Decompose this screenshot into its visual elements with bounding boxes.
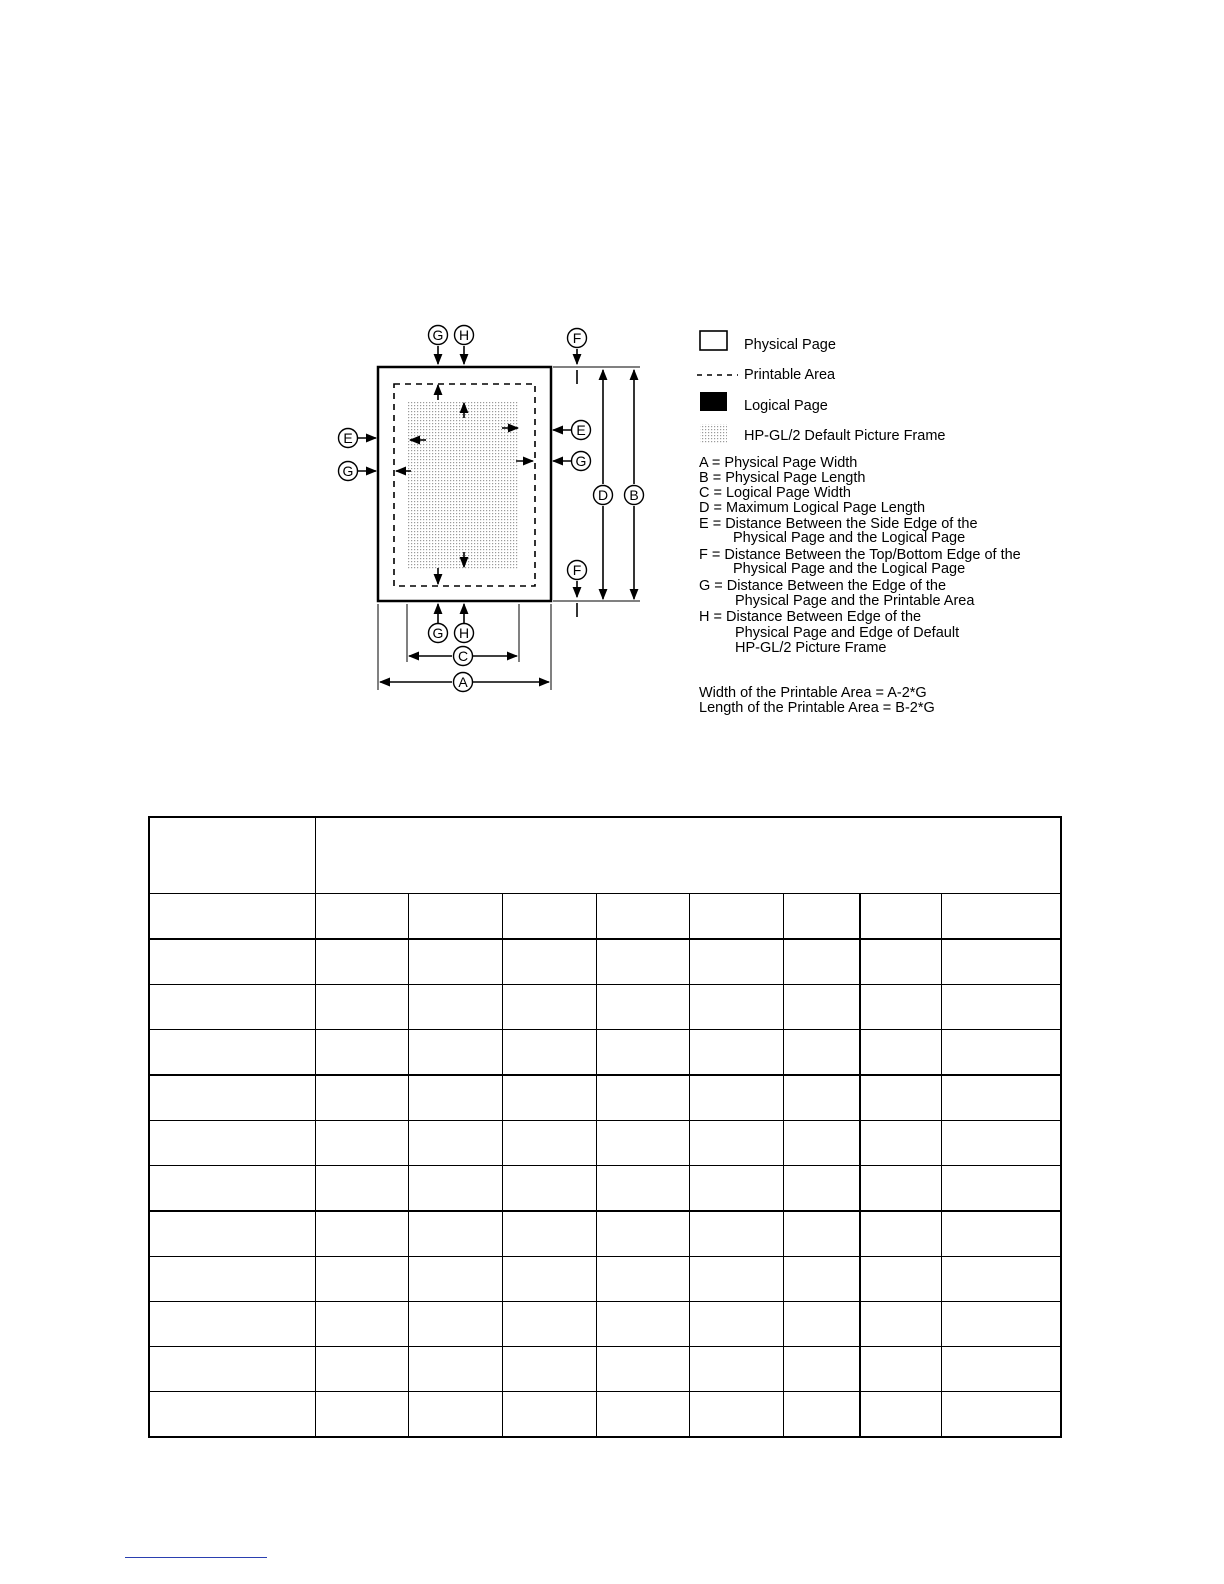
- svg-text:F: F: [572, 562, 582, 578]
- definition-g: G = Distance Between the Edge of the: [699, 578, 947, 594]
- label-g-top: [429, 326, 448, 345]
- definition-f-cont: Physical Page and the Logical Page: [733, 561, 966, 577]
- legend-picture-frame: HP-GL/2 Default Picture Frame: [744, 428, 946, 444]
- legend-physical-page: Physical Page: [744, 337, 836, 353]
- definition-a: A = Physical Page Width: [699, 455, 858, 471]
- definition-h-cont: Physical Page and Edge of Default: [735, 625, 960, 641]
- label-g-left: [339, 462, 358, 481]
- label-h-bottom: [455, 624, 474, 643]
- table-row: [149, 1075, 1061, 1121]
- picture-frame-area: [407, 402, 519, 569]
- table-row: [149, 1211, 1061, 1257]
- table-row: [149, 1302, 1061, 1347]
- svg-text:H: H: [458, 625, 470, 641]
- footnote-rule: [125, 1557, 267, 1558]
- table-row: [149, 1347, 1061, 1392]
- svg-text:E: E: [576, 422, 586, 438]
- definition-f: F = Distance Between the Top/Bottom Edge of the: [699, 547, 1021, 563]
- definition-b: B = Physical Page Length: [699, 470, 866, 486]
- table-header-cell: [149, 817, 315, 894]
- table-row: [149, 1392, 1061, 1438]
- svg-text:F: F: [572, 330, 582, 346]
- label-d: [594, 486, 613, 505]
- svg-text:B: B: [629, 487, 639, 503]
- label-f-top: [568, 329, 587, 348]
- legend-logical-page: Logical Page: [744, 398, 828, 414]
- definition-c: C = Logical Page Width: [699, 485, 851, 501]
- svg-text:G: G: [575, 453, 587, 469]
- label-e-left: [339, 429, 358, 448]
- svg-text:C: C: [457, 648, 469, 664]
- table-header-cell: [315, 817, 1061, 894]
- label-c: [454, 647, 473, 666]
- definition-d: D = Maximum Logical Page Length: [699, 500, 926, 516]
- label-h-top: [455, 326, 474, 345]
- legend-printable-area: Printable Area: [744, 367, 836, 383]
- table-row: [149, 985, 1061, 1030]
- definition-e: E = Distance Between the Side Edge of the: [699, 516, 978, 532]
- svg-text:E: E: [343, 430, 353, 446]
- table-header-row: [149, 817, 1061, 894]
- table-row: [149, 1257, 1061, 1302]
- label-b: [625, 486, 644, 505]
- table-row: [149, 894, 1061, 940]
- definition-g-cont: Physical Page and the Printable Area: [735, 593, 975, 609]
- formula-length: Length of the Printable Area = B-2*G: [699, 700, 935, 716]
- data-table: [148, 816, 1062, 1438]
- formula-width: Width of the Printable Area = A-2*G: [699, 685, 927, 701]
- logical-page-swatch: [700, 392, 727, 411]
- svg-text:A: A: [458, 674, 468, 690]
- label-a: [454, 673, 473, 692]
- svg-text:G: G: [432, 625, 444, 641]
- svg-text:H: H: [458, 327, 470, 343]
- label-f-bottom: [568, 561, 587, 580]
- svg-text:G: G: [342, 463, 354, 479]
- table-row: [149, 939, 1061, 985]
- table-row: [149, 1166, 1061, 1212]
- label-g-bottom: [429, 624, 448, 643]
- svg-text:D: D: [597, 487, 609, 503]
- physical-page-swatch: [700, 331, 727, 350]
- definition-e-cont: Physical Page and the Logical Page: [733, 530, 966, 546]
- table-row: [149, 1030, 1061, 1076]
- table-row: [149, 1121, 1061, 1166]
- definition-h: H = Distance Between Edge of the: [699, 609, 922, 625]
- definition-h-cont2: HP-GL/2 Picture Frame: [735, 640, 887, 656]
- label-e-right: [572, 421, 591, 440]
- svg-text:G: G: [432, 327, 444, 343]
- picture-frame-swatch: [700, 424, 727, 443]
- label-g-right: [572, 452, 591, 471]
